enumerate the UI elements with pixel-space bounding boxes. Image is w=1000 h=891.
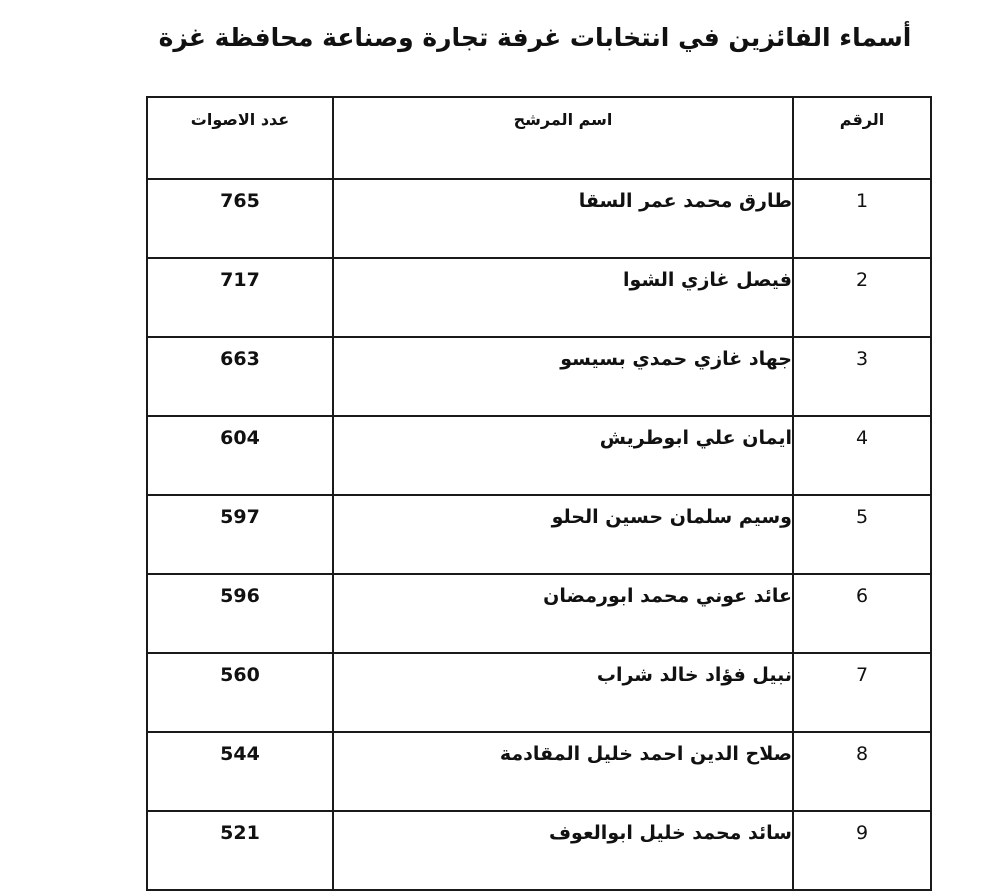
- votes-cell: 663: [147, 337, 333, 416]
- table-row: [147, 811, 931, 890]
- rank-cell: 3: [793, 337, 931, 416]
- table-row: [147, 653, 931, 732]
- table-row: [147, 495, 931, 574]
- votes-cell: 597: [147, 495, 333, 574]
- header-votes: عدد الاصوات: [147, 97, 333, 179]
- header-row: [147, 97, 931, 179]
- table-row: [147, 416, 931, 495]
- candidate-name-cell: صلاح الدين احمد خليل المقادمة: [333, 732, 793, 811]
- candidate-name-cell: عائد عوني محمد ابورمضان: [333, 574, 793, 653]
- document-title: أسماء الفائزين في انتخابات غرفة تجارة وصناعة محافظة غزة: [158, 23, 912, 52]
- winners-table: [146, 96, 932, 891]
- rank-cell: 6: [793, 574, 931, 653]
- rank-cell: 2: [793, 258, 931, 337]
- votes-cell: 604: [147, 416, 333, 495]
- rank-cell: 9: [793, 811, 931, 890]
- votes-cell: 596: [147, 574, 333, 653]
- table-header: [147, 97, 931, 179]
- votes-cell: 717: [147, 258, 333, 337]
- table-row: [147, 179, 931, 258]
- rank-cell: 7: [793, 653, 931, 732]
- candidate-name-cell: ايمان علي ابوطريش: [333, 416, 793, 495]
- table-row: [147, 337, 931, 416]
- votes-cell: 544: [147, 732, 333, 811]
- votes-cell: 560: [147, 653, 333, 732]
- rank-cell: 8: [793, 732, 931, 811]
- candidate-name-cell: سائد محمد خليل ابوالعوف: [333, 811, 793, 890]
- candidate-name-cell: جهاد غازي حمدي بسيسو: [333, 337, 793, 416]
- candidate-name-cell: طارق محمد عمر السقا: [333, 179, 793, 258]
- candidate-name-cell: فيصل غازي الشوا: [333, 258, 793, 337]
- votes-cell: 521: [147, 811, 333, 890]
- table-body: [147, 179, 931, 890]
- table-row: [147, 258, 931, 337]
- rank-cell: 4: [793, 416, 931, 495]
- header-candidate-name: اسم المرشح: [333, 97, 793, 179]
- votes-cell: 765: [147, 179, 333, 258]
- table-row: [147, 574, 931, 653]
- header-rank: الرقم: [793, 97, 931, 179]
- table-row: [147, 732, 931, 811]
- rank-cell: 5: [793, 495, 931, 574]
- candidate-name-cell: نبيل فؤاد خالد شراب: [333, 653, 793, 732]
- rank-cell: 1: [793, 179, 931, 258]
- candidate-name-cell: وسيم سلمان حسين الحلو: [333, 495, 793, 574]
